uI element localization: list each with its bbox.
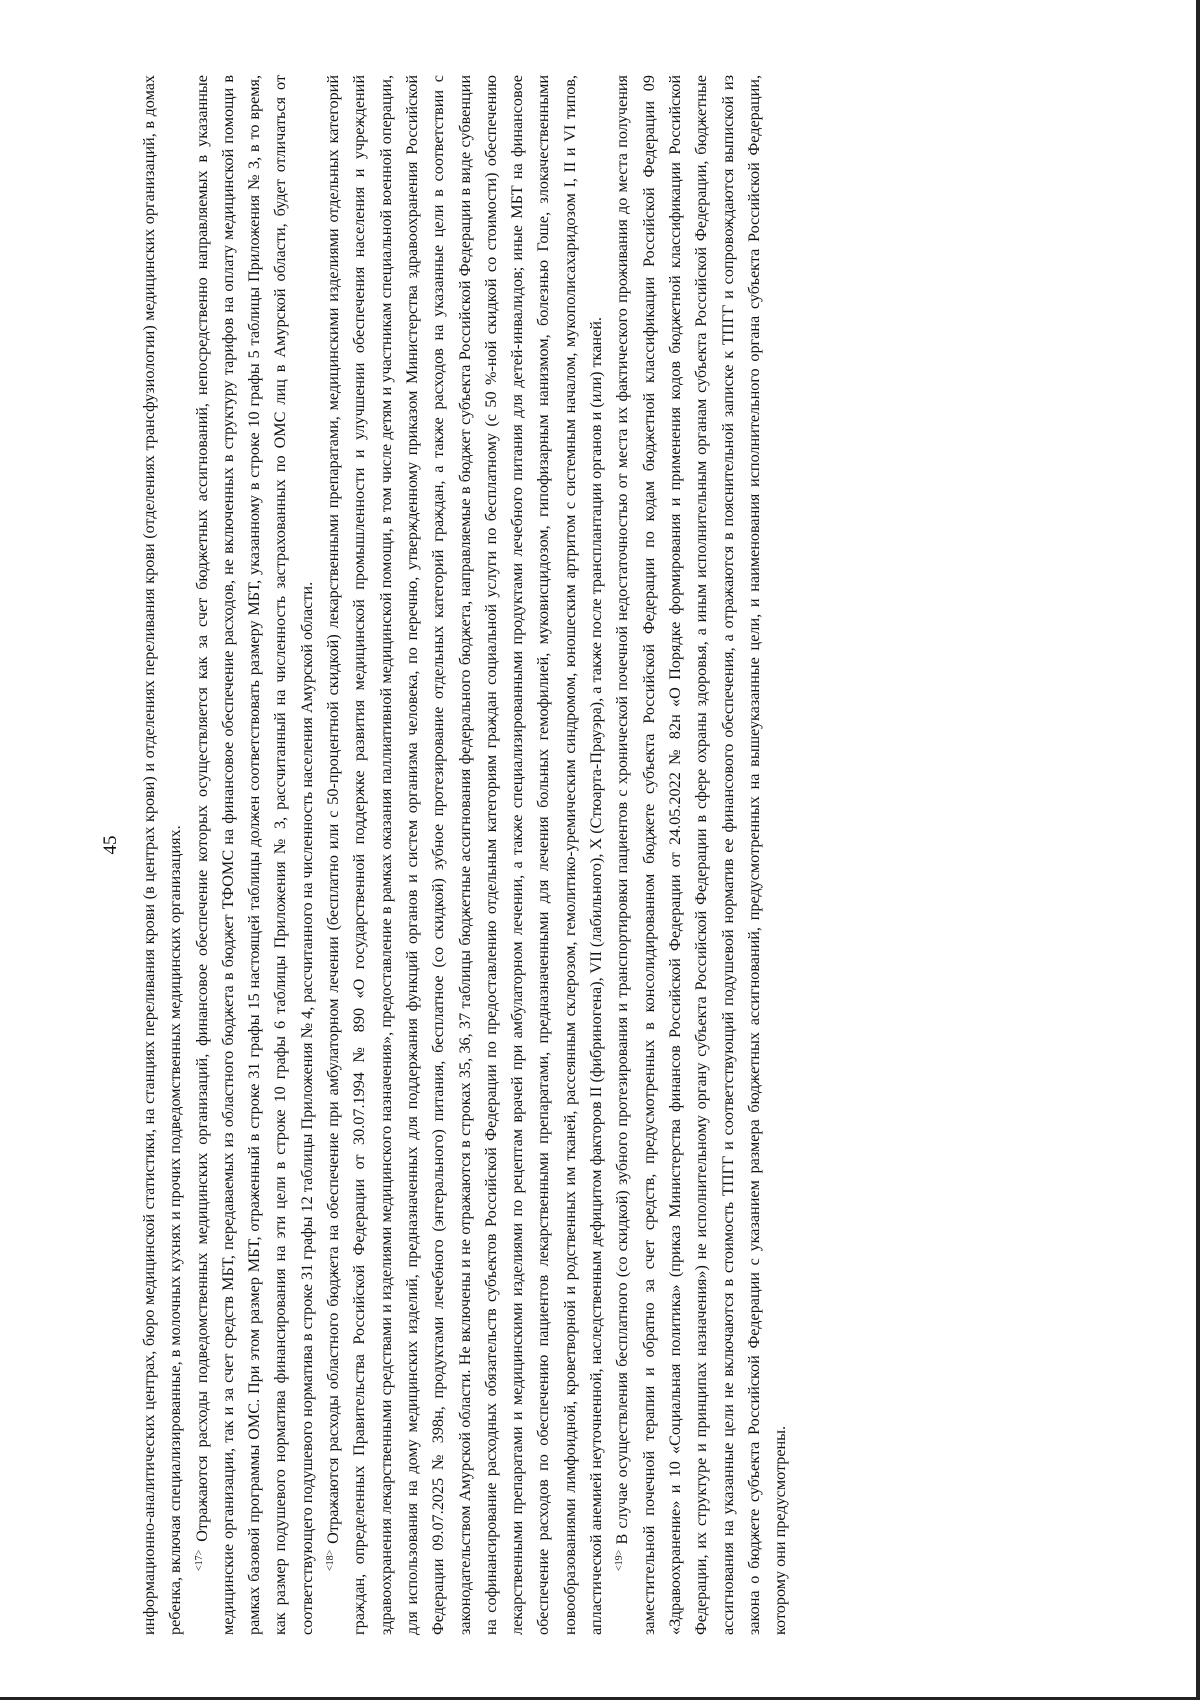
footnote-marker: <17> — [193, 1549, 205, 1571]
paragraph-text: информационно-аналитических центрах, бюро медицинской статистики, на станциях переливания крови (в центрах крови) и отделениях переливания крови (отделениях трансфузиологии) медицинских организаций, в домах ребенка, включая специализированные, в молочных кухнях и прочих подведомственных медицинских организациях. — [140, 75, 185, 1635]
footnote-17 — [189, 75, 320, 1635]
footnote-text: В случае осуществления бесплатного (со скидкой) зубного протезирования и транспортировки пациентов с хронической почечной недостаточностью от места их фактического проживания до места получения заместительной почечной терапии и обратно за счет средств, предусмотренных в консолидированном бюджете субъекта Российской Федерации по кодам бюджетной классификации Российской Федерации 09 «Здравоохранение» и 10 «Социальная политика» (приказ Министерства финансов Российской Федерации от 24.05.2022 № 82н «О Порядке формирования и применения кодов бюджетной классификации Российской Федерации, их структуре и принципах назначения») не исполнительному органу субъекта Российской Федерации в сфере охраны здоровья, а иным исполнительным органам субъекта Российской Федерации, бюджетные ассигнования на указанные цели не включаются в стоимость ТПГГ и соответствующий подушевой норматив ее финансового обеспечения, а отражаются в пояснительной записке к ТПГГ и сопровождаются выпиской из закона о бюджете субъекта Российской Федерации с указанием размера бюджетных ассигнований, предусмотренных на вышеуказанные цели, и наименования исполнительного органа субъекта Российской Федерации, которому они предусмотрены. — [613, 75, 790, 1635]
footnote-19 — [609, 75, 793, 1635]
footnote-18 — [320, 75, 609, 1635]
footnote-marker: <18> — [325, 1549, 337, 1571]
footnote-text: Отражаются расходы подведомственных медицинских организаций, финансовое обеспечение которых осуществляется как за счет бюджетных ассигнований, непосредственно направляемых в указанные медицинские организации, так и за счет средств МБТ, передаваемых из областного бюджета в бюджет ТФОМС на финансовое обеспечение расходов, не включенных в структуру тарифов на оплату медицинской помощи в рамках базовой программы ОМС. При этом размер МБТ, отраженный в строке 31 графы 15 настоящей таблицы должен соответствовать размеру МБТ, указанному в строке 10 графы 5 таблицы Приложения № 3, в то время, как размер подушевого норматива финансирования на эти цели в строке 10 графы 6 таблицы Приложения № 3, рассчитанный на численность застрахованных по ОМС лиц в Амурской области, будет отличаться от соответствующего подушевого норматива в строке 31 графы 12 таблицы Приложения № 4, рассчитанного на численность населения Амурской области. — [192, 75, 316, 1635]
paragraph-1 — [136, 75, 189, 1635]
footnote-text: Отражаются расходы областного бюджета на обеспечение при амбулаторном лечении (бесплатно или с 50-процентной скидкой) лекарственными препаратами, медицинскими изделиями отдельных категорий граждан, определенных Правительства Российской Федерации от 30.07.1994 № 890 «О государственной поддержке развития медицинской промышленности и улучшении обеспечения населения и учреждений здравоохранения лекарственными средствами и изделиями медицинского назначения», предоставление в рамках оказания паллиативной медицинской помощи, в том числе детям и участникам специальной военной операции, для использования на дому медицинских изделий, предназначенных для поддержания функций органов и систем организма человека, по перечню, утвержденному приказом Министерства здравоохранения Российской Федерации 09.07.2025 № 398н, продуктами лечебного (энтерального) питания, бесплатное (со скидкой) зубное протезирование отдельных категорий граждан, а также расходов на указанные цели в соответствии с законодательством Амурской области. Не включены и не отражаются в строках 35, 36, 37 таблицы бюджетные ассигнования федерального бюджета, направляемые в бюджет субъекта Российской Федерации в виде субвенции на софинансирование расходных обязательств субъектов Российской Федерации по предоставлению отдельным категориям граждан социальной услуги по бесплатному (с 50 %-ной скидкой со стоимости) обеспечению лекарственными препаратами и медицинскими изделиями по рецептам врачей при амбулаторном лечении, а также специализированными продуктами лечебного питания для детей-инвалидов; иные МБТ на финансовое обеспечение расходов по обеспечению пациентов лекарственными препаратами, предназначенными для лечения больных гемофилией, муковисцидозом, гипофизарным нанизмом, болезнью Гоше, злокачественными новообразованиями лимфоидной, кроветворной и родственных им тканей, рассеянным склерозом, гемолитико-уремическим синдромом, юношеским артритом с системным началом, мукополисахаридозом I, II и VI типов, апластической анемией неуточненной, наследственным дефицитом факторов II (фибриногена), VII (лабильного), X (Стюарта-Прауэра), а также после трансплантации органов и (или) тканей. — [324, 75, 606, 1635]
footnote-marker: <19> — [614, 1549, 626, 1571]
scan-edge-right — [1196, 0, 1200, 1700]
rotated-document-page — [100, 25, 1100, 1665]
page-number: 45 — [100, 835, 121, 855]
document-body — [136, 75, 793, 1635]
